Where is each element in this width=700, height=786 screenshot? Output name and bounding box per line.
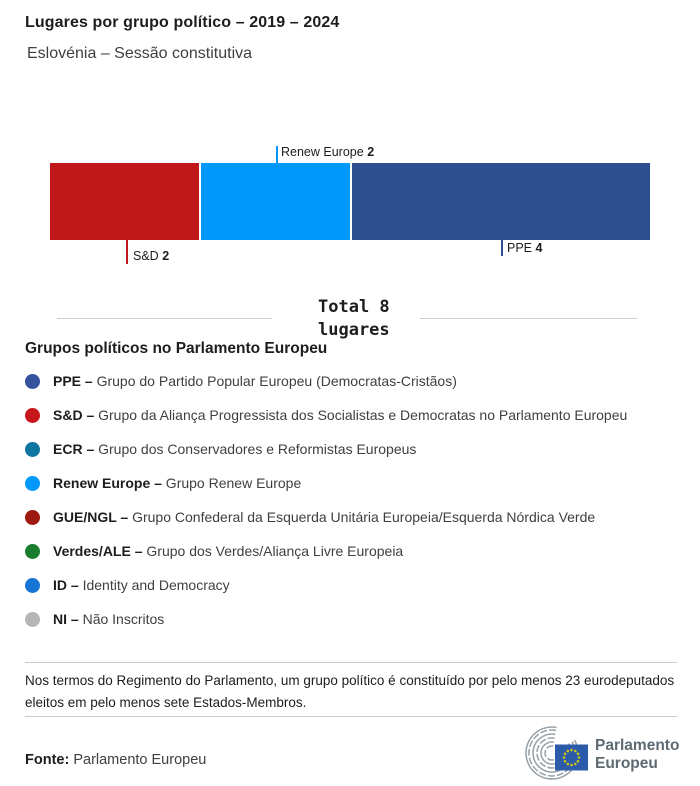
total-divider-left: [57, 318, 272, 319]
eu-star-icon: [570, 749, 573, 752]
ppe-color-dot: [25, 374, 40, 389]
id-color-dot: [25, 578, 40, 593]
eu-star-icon: [564, 760, 567, 763]
gue-ngl-color-dot: [25, 510, 40, 525]
legend-item-ni: [25, 602, 685, 636]
bar-segment-renew-europe[interactable]: [201, 163, 350, 240]
page-subtitle: Eslovénia – Sessão constitutiva: [27, 45, 253, 62]
total-line2: lugares: [318, 320, 390, 340]
legend-item-label: Renew Europe – Grupo Renew Europe: [53, 475, 302, 491]
source-line: [25, 752, 206, 768]
eu-flag-icon: [555, 745, 588, 771]
callout-tick-renew: [276, 146, 278, 163]
renew-color-dot: [25, 476, 40, 491]
legend-item-label: NI – Não Inscritos: [53, 611, 165, 627]
logo-text-line1: Parlamento: [595, 737, 680, 754]
eu-star-icon: [570, 764, 573, 767]
ep-hemicycle-icon: [525, 722, 680, 780]
bar-label-renew-europe: [281, 145, 374, 159]
callout-tick-ppe: [501, 240, 503, 256]
legend-item-label: ECR – Grupo dos Conservadores e Reformistas Europeus: [53, 441, 417, 457]
source-label: Fonte:: [25, 752, 70, 768]
seats-bar-chart: [50, 146, 650, 270]
eu-star-icon: [578, 756, 581, 759]
bar-label-sd: [133, 249, 169, 263]
bar-segment-sd[interactable]: [50, 163, 199, 240]
verdes-ale-color-dot: [25, 544, 40, 559]
source-value: Parlamento Europeu: [73, 752, 207, 768]
bar-segment-ppe[interactable]: [352, 163, 650, 240]
segment-name: S&D: [133, 249, 159, 263]
eu-star-icon: [563, 756, 566, 759]
total-seats-label: [318, 296, 390, 342]
stacked-bar: [50, 163, 650, 240]
eu-star-icon: [564, 753, 567, 756]
page-title: Lugares por grupo político – 2019 – 2024: [25, 14, 340, 31]
callout-tick-sd: [126, 240, 128, 264]
legend-item-label: PPE – Grupo do Partido Popular Europeu (Democratas-Cristãos): [53, 373, 457, 389]
eu-star-icon: [577, 753, 580, 756]
footer-divider-top: [25, 662, 677, 663]
european-parliament-logo: [525, 722, 680, 780]
legend-item-ecr: [25, 432, 685, 466]
logo-text-line2: Europeu: [595, 755, 658, 772]
legend-item-label: GUE/NGL – Grupo Confederal da Esquerda Unitária Europeia/Esquerda Nórdica Verde: [53, 509, 596, 525]
legend-item-label: Verdes/ALE – Grupo dos Verdes/Aliança Livre Europeia: [53, 543, 404, 559]
footnote: Nos termos do Regimento do Parlamento, um grupo político é constituído por pelo menos 23 eurodeputados eleitos em pelo menos sete Estados-Membros.: [25, 673, 675, 710]
segment-seats: 4: [535, 241, 543, 255]
total-seats-row: [0, 296, 700, 340]
legend-item-renew: [25, 466, 685, 500]
eu-star-icon: [567, 750, 570, 753]
segment-name: PPE: [507, 241, 533, 255]
legend-item-label: S&D – Grupo da Aliança Progressista dos Socialistas e Democratas no Parlamento Europeu: [53, 407, 628, 423]
eu-star-icon: [574, 763, 577, 766]
legend-item-sd: [25, 398, 685, 432]
political-groups-legend: [25, 364, 685, 636]
legend-heading: Grupos políticos no Parlamento Europeu: [25, 340, 328, 357]
legend-item-verdes-ale: [25, 534, 685, 568]
legend-item-label: ID – Identity and Democracy: [53, 577, 230, 593]
bar-label-ppe: [507, 241, 542, 255]
total-line1: Total 8: [318, 297, 390, 317]
segment-seats: 2: [367, 145, 375, 159]
eu-star-icon: [567, 763, 570, 766]
footer-divider-bottom: [25, 716, 677, 717]
legend-item-gue-ngl: [25, 500, 685, 534]
legend-item-id: [25, 568, 685, 602]
segment-name: Renew Europe: [281, 145, 364, 159]
legend-item-ppe: [25, 364, 685, 398]
eu-star-icon: [577, 760, 580, 763]
segment-seats: 2: [162, 249, 170, 263]
ecr-color-dot: [25, 442, 40, 457]
sd-color-dot: [25, 408, 40, 423]
total-divider-right: [420, 318, 637, 319]
eu-star-icon: [574, 750, 577, 753]
ni-color-dot: [25, 612, 40, 627]
